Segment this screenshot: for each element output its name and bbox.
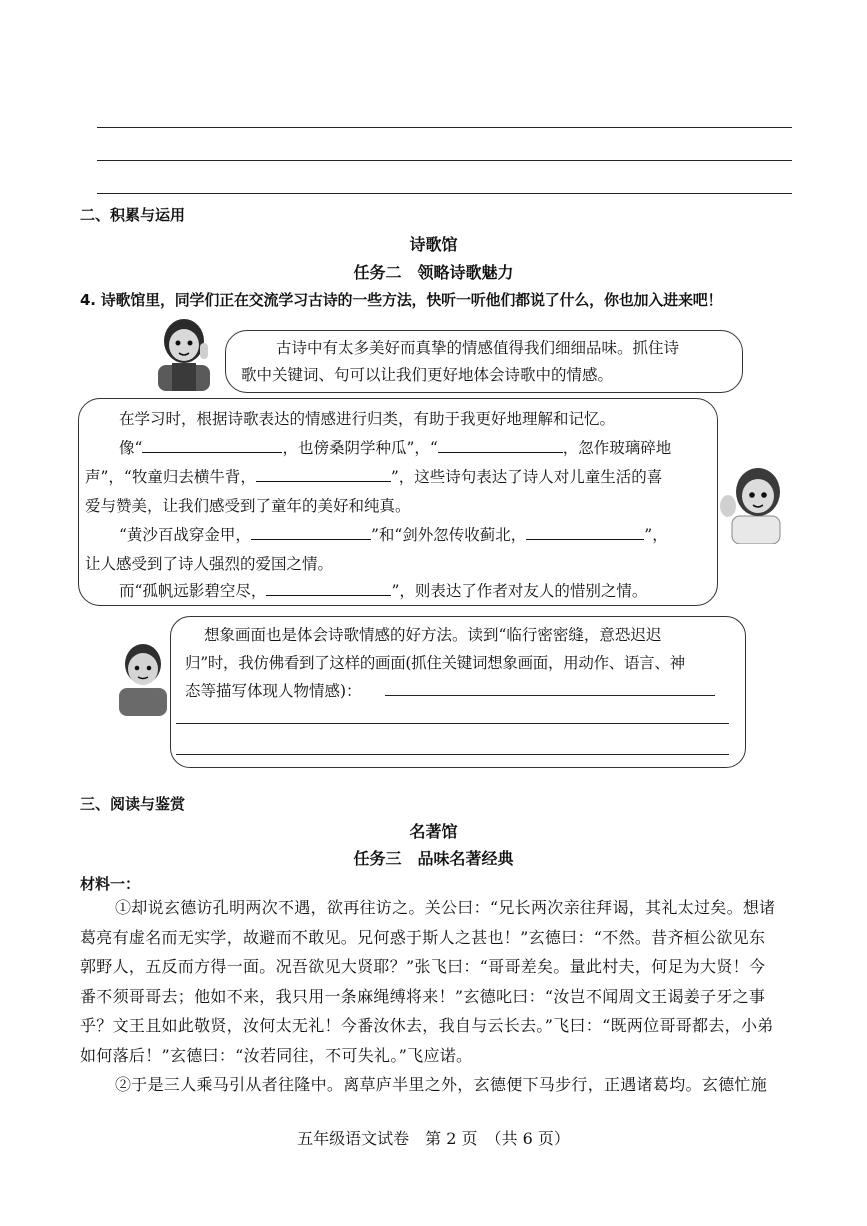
reading-line: 葛亮有虚名而无实学，故避而不敢见。兄何惑于斯人之甚也！”玄德曰：“不然。昔齐桓公欲见东	[80, 927, 766, 947]
bubble-2-text: 像“	[119, 439, 143, 457]
poem-blank-5[interactable]	[526, 523, 644, 540]
poem-blank-1[interactable]	[142, 436, 282, 453]
boy-avatar-icon	[113, 636, 173, 716]
section-2-heading: 二、积累与运用	[80, 206, 186, 224]
reading-line: 郭野人，五反而方得一面。况吾欲见大贤耶？”张飞曰：“哥哥差矣。量此村夫，何足为大贤！今	[80, 957, 766, 976]
task-2-title: 任务二 领略诗歌魅力	[353, 263, 514, 282]
bubble-2-text: ”，	[644, 526, 668, 544]
speech-bubble-1	[225, 330, 743, 393]
bubble-1-line-1: 古诗中有太多美好而真挚的情感值得我们细细品味。抓住诗	[276, 339, 680, 357]
imagination-answer-line-3[interactable]	[176, 754, 729, 755]
poetry-hall-title: 诗歌馆	[409, 235, 458, 254]
answer-line-top-3[interactable]	[97, 193, 792, 194]
bubble-2-line-4: 爱与赞美，让我们感受到了童年的美好和纯真。	[85, 497, 411, 515]
bubble-2-line-5	[119, 521, 668, 550]
section-3-heading: 三、阅读与鉴赏	[80, 795, 186, 813]
speech-bubble-2	[78, 398, 718, 606]
reading-line: 乎？文王且如此敬贤，汝何太无礼！今番汝休去，我自与云长去。”飞曰：“既两位哥哥都去，小弟	[80, 1016, 774, 1035]
bubble-3-line-3: 态等描写体现人物情感)：	[185, 682, 362, 700]
material-1-label: 材料一：	[80, 875, 141, 893]
waving-girl-avatar-icon	[718, 462, 792, 544]
reading-line: 如何落后！”玄德曰：“汝若同往，不可失礼。”飞应诺。	[80, 1045, 473, 1065]
poem-blank-6[interactable]	[266, 579, 391, 596]
bubble-3-line-1: 想象画面也是体会诗歌情感的好方法。读到“临行密密缝，意恐迟迟	[204, 626, 662, 644]
answer-line-top-2[interactable]	[97, 160, 792, 161]
material-1-text	[80, 893, 795, 1100]
bubble-2-line-1: 在学习时，根据诗歌表达的情感进行归类，有助于我更好地理解和记忆。	[119, 410, 616, 428]
question-4: 4. 诗歌馆里，同学们正在交流学习古诗的一些方法，快听一听他们都说了什么，你也加入进来吧！	[80, 291, 723, 309]
imagination-answer-line-2[interactable]	[176, 723, 729, 724]
bubble-2-line-7	[119, 577, 647, 606]
task-3-title: 任务三 品味名著经典	[353, 849, 514, 868]
poem-blank-3[interactable]	[256, 465, 391, 482]
girl-avatar-icon	[150, 313, 220, 391]
poem-blank-4[interactable]	[251, 523, 371, 540]
bubble-2-line-3	[85, 463, 662, 492]
answer-line-top-1[interactable]	[97, 127, 792, 128]
bubble-3-line-2: 归”时，我仿佛看到了这样的画面(抓住关键词想象画面，用动作、语言、神	[185, 654, 685, 672]
bubble-2-text: ”和“剑外忽传收蓟北，	[370, 526, 527, 544]
reading-line: 番不须哥哥去；他如不来，我只用一条麻绳缚将来！”玄德叱曰：“汝岂不闻周文王谒姜子牙之事	[80, 986, 766, 1006]
bubble-2-text: ”，则表达了作者对友人的惜别之情。	[391, 582, 648, 600]
classics-hall-title: 名著馆	[409, 822, 458, 841]
bubble-1-line-2: 歌中关键词、句可以让我们更好地体会诗歌中的情感。	[241, 366, 614, 384]
bubble-2-line-2	[119, 434, 671, 463]
speech-bubble-3	[170, 616, 746, 768]
bubble-2-text: 而“孤帆远影碧空尽，	[119, 582, 267, 600]
poem-blank-2[interactable]	[438, 436, 563, 453]
bubble-2-text: “黄沙百战穿金甲，	[119, 526, 251, 544]
bubble-2-text: ，忽作玻璃碎地	[562, 439, 672, 457]
bubble-2-text: ，也傍桑阴学种瓜”，“	[282, 439, 438, 457]
bubble-2-text: ”，这些诗句表达了诗人对儿童生活的喜	[390, 468, 663, 486]
imagination-answer-line-1[interactable]	[385, 695, 715, 696]
page-footer: 五年级语文试卷 第 2 页 （共 6 页）	[297, 1129, 570, 1148]
bubble-2-text: 声”，“牧童归去横牛背，	[85, 468, 256, 486]
bubble-2-line-6: 让人感受到了诗人强烈的爱国之情。	[85, 555, 334, 573]
reading-line: ②于是三人乘马引从者往隆中。离草庐半里之外，玄德便下马步行，正遇诸葛均。玄德忙施	[115, 1075, 768, 1094]
reading-line: ①却说玄德访孔明两次不遇，欲再往访之。关公曰：“兄长两次亲往拜谒，其礼太过矣。想诸	[115, 898, 776, 917]
